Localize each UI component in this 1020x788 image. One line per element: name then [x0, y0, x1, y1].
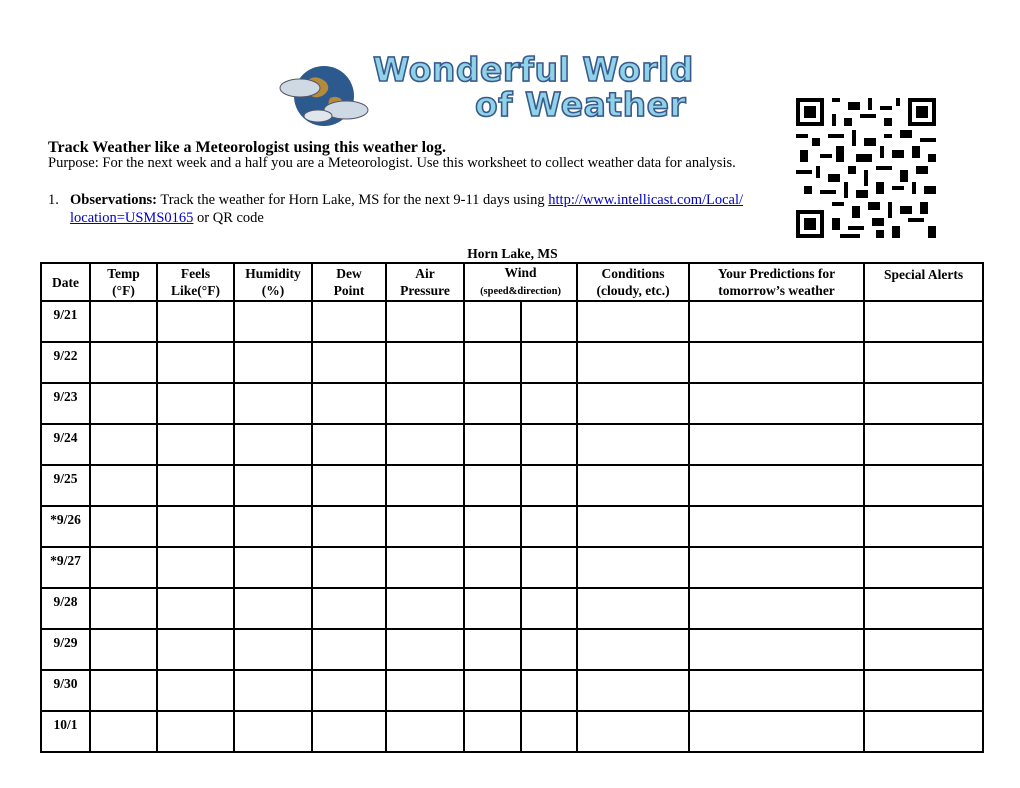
globe-clouds-icon [278, 58, 370, 128]
prediction-cell[interactable] [689, 506, 864, 547]
air-pressure-cell[interactable] [386, 506, 464, 547]
header-special-alerts: Special Alerts [864, 263, 983, 301]
table-row [41, 424, 983, 465]
prediction-cell[interactable] [689, 424, 864, 465]
conditions-cell[interactable] [577, 629, 689, 670]
air-pressure-cell[interactable] [386, 711, 464, 752]
humidity-cell[interactable] [234, 301, 312, 342]
weather-log-table [40, 262, 984, 753]
wind-speed-cell[interactable] [464, 711, 521, 752]
feels-like-cell[interactable] [157, 670, 234, 711]
humidity-cell[interactable] [234, 629, 312, 670]
feels-like-cell[interactable] [157, 465, 234, 506]
temp-cell[interactable] [90, 301, 157, 342]
intellicast-link-part1[interactable]: http://www.intellicast.com/Local/ [548, 192, 744, 208]
date-cell: 10/1 [41, 711, 90, 752]
header-date: Date [41, 263, 90, 301]
header-conditions: Conditions (cloudy, etc.) [577, 263, 689, 301]
humidity-cell[interactable] [234, 383, 312, 424]
feels-like-cell[interactable] [157, 342, 234, 383]
air-pressure-cell[interactable] [386, 383, 464, 424]
table-body [41, 301, 983, 752]
special-alert-cell[interactable] [864, 629, 983, 670]
special-alert-cell[interactable] [864, 465, 983, 506]
temp-cell[interactable] [90, 670, 157, 711]
wind-speed-cell[interactable] [464, 629, 521, 670]
wind-speed-cell[interactable] [464, 547, 521, 588]
air-pressure-cell[interactable] [386, 629, 464, 670]
special-alert-cell[interactable] [864, 424, 983, 465]
worksheet-title: Track Weather like a Meteorologist using this weather log. [48, 139, 447, 156]
temp-cell[interactable] [90, 342, 157, 383]
wind-speed-cell[interactable] [464, 424, 521, 465]
wind-direction-cell[interactable] [521, 711, 577, 752]
air-pressure-cell[interactable] [386, 547, 464, 588]
wind-speed-cell[interactable] [464, 670, 521, 711]
conditions-cell[interactable] [577, 711, 689, 752]
table-row [41, 342, 983, 383]
air-pressure-cell[interactable] [386, 465, 464, 506]
conditions-cell[interactable] [577, 506, 689, 547]
date-cell: 9/29 [41, 629, 90, 670]
conditions-cell[interactable] [577, 301, 689, 342]
dew-point-cell[interactable] [312, 383, 386, 424]
feels-like-cell[interactable] [157, 424, 234, 465]
prediction-cell[interactable] [689, 670, 864, 711]
qr-code [796, 98, 936, 238]
feels-like-cell[interactable] [157, 588, 234, 629]
special-alert-cell[interactable] [864, 383, 983, 424]
humidity-cell[interactable] [234, 588, 312, 629]
feels-like-cell[interactable] [157, 547, 234, 588]
prediction-cell[interactable] [689, 342, 864, 383]
prediction-cell[interactable] [689, 711, 864, 752]
temp-cell[interactable] [90, 588, 157, 629]
humidity-cell[interactable] [234, 670, 312, 711]
air-pressure-cell[interactable] [386, 424, 464, 465]
special-alert-cell[interactable] [864, 342, 983, 383]
special-alert-cell[interactable] [864, 506, 983, 547]
logo-text-line1: Wonderful World [373, 50, 694, 89]
humidity-cell[interactable] [234, 506, 312, 547]
header-wind: Wind (speed&direction) [464, 263, 577, 301]
date-cell: *9/27 [41, 547, 90, 588]
prediction-cell[interactable] [689, 547, 864, 588]
special-alert-cell[interactable] [864, 301, 983, 342]
temp-cell[interactable] [90, 711, 157, 752]
wind-speed-cell[interactable] [464, 301, 521, 342]
header-dew-point: Dew Point [312, 263, 386, 301]
temp-cell[interactable] [90, 424, 157, 465]
prediction-cell[interactable] [689, 301, 864, 342]
wonderful-world-of-weather-logo [270, 40, 740, 135]
wind-direction-cell[interactable] [521, 465, 577, 506]
wind-direction-cell[interactable] [521, 588, 577, 629]
humidity-cell[interactable] [234, 547, 312, 588]
humidity-cell[interactable] [234, 424, 312, 465]
special-alert-cell[interactable] [864, 547, 983, 588]
observations-tail: or QR code [193, 210, 264, 226]
dew-point-cell[interactable] [312, 465, 386, 506]
purpose-text: Purpose: For the next week and a half you are a Meteorologist. Use this worksheet to collect weather data for analysis. [48, 155, 736, 171]
table-row [41, 383, 983, 424]
table-row [41, 301, 983, 342]
wind-speed-cell[interactable] [464, 342, 521, 383]
feels-like-cell[interactable] [157, 383, 234, 424]
list-number: 1. [48, 192, 59, 208]
header-humidity: Humidity (%) [234, 263, 312, 301]
dew-point-cell[interactable] [312, 670, 386, 711]
observations-label: Observations: [70, 192, 157, 208]
dew-point-cell[interactable] [312, 342, 386, 383]
air-pressure-cell[interactable] [386, 670, 464, 711]
feels-like-cell[interactable] [157, 506, 234, 547]
air-pressure-cell[interactable] [386, 588, 464, 629]
wind-direction-cell[interactable] [521, 424, 577, 465]
date-cell: 9/21 [41, 301, 90, 342]
dew-point-cell[interactable] [312, 547, 386, 588]
conditions-cell[interactable] [577, 383, 689, 424]
temp-cell[interactable] [90, 383, 157, 424]
table-row [41, 670, 983, 711]
table-row [41, 711, 983, 752]
prediction-cell[interactable] [689, 629, 864, 670]
conditions-cell[interactable] [577, 342, 689, 383]
temp-cell[interactable] [90, 629, 157, 670]
wind-direction-cell[interactable] [521, 383, 577, 424]
table-row [41, 629, 983, 670]
header-feels-like: Feels Like(°F) [157, 263, 234, 301]
conditions-cell[interactable] [577, 588, 689, 629]
feels-like-cell[interactable] [157, 711, 234, 752]
wind-speed-cell[interactable] [464, 506, 521, 547]
wind-direction-cell[interactable] [521, 629, 577, 670]
date-cell: 9/25 [41, 465, 90, 506]
conditions-cell[interactable] [577, 547, 689, 588]
air-pressure-cell[interactable] [386, 301, 464, 342]
dew-point-cell[interactable] [312, 301, 386, 342]
dew-point-cell[interactable] [312, 588, 386, 629]
air-pressure-cell[interactable] [386, 342, 464, 383]
wind-speed-cell[interactable] [464, 383, 521, 424]
humidity-cell[interactable] [234, 342, 312, 383]
date-cell: 9/28 [41, 588, 90, 629]
header-predictions: Your Predictions for tomorrow’s weather [689, 263, 864, 301]
header-temp: Temp (°F) [90, 263, 157, 301]
temp-cell[interactable] [90, 506, 157, 547]
dew-point-cell[interactable] [312, 424, 386, 465]
special-alert-cell[interactable] [864, 711, 983, 752]
wind-direction-cell[interactable] [521, 547, 577, 588]
prediction-cell[interactable] [689, 588, 864, 629]
date-cell: 9/22 [41, 342, 90, 383]
date-cell: 9/30 [41, 670, 90, 711]
dew-point-cell[interactable] [312, 629, 386, 670]
wind-speed-cell[interactable] [464, 465, 521, 506]
date-cell: 9/23 [41, 383, 90, 424]
date-cell: 9/24 [41, 424, 90, 465]
dew-point-cell[interactable] [312, 506, 386, 547]
header-row [41, 263, 983, 301]
conditions-cell[interactable] [577, 670, 689, 711]
observations-line [48, 192, 788, 209]
prediction-cell[interactable] [689, 383, 864, 424]
table-row [41, 547, 983, 588]
conditions-cell[interactable] [577, 424, 689, 465]
wind-direction-cell[interactable] [521, 506, 577, 547]
logo-text-line2: of Weather [475, 85, 687, 124]
wind-speed-cell[interactable] [464, 588, 521, 629]
header-air-pressure: Air Pressure [386, 263, 464, 301]
feels-like-cell[interactable] [157, 629, 234, 670]
feels-like-cell[interactable] [157, 301, 234, 342]
special-alert-cell[interactable] [864, 588, 983, 629]
dew-point-cell[interactable] [312, 711, 386, 752]
prediction-cell[interactable] [689, 465, 864, 506]
date-cell: *9/26 [41, 506, 90, 547]
special-alert-cell[interactable] [864, 670, 983, 711]
table-row [41, 506, 983, 547]
table-title: Horn Lake, MS [467, 246, 558, 261]
temp-cell[interactable] [90, 465, 157, 506]
table-row [41, 588, 983, 629]
conditions-cell[interactable] [577, 465, 689, 506]
wind-direction-cell[interactable] [521, 301, 577, 342]
wind-direction-cell[interactable] [521, 670, 577, 711]
observations-line-2 [70, 210, 264, 227]
observations-text: Track the weather for Horn Lake, MS for the next 9-11 days using [157, 192, 549, 208]
intellicast-link-part2[interactable]: location=USMS0165 [70, 210, 194, 226]
humidity-cell[interactable] [234, 711, 312, 752]
table-row [41, 465, 983, 506]
temp-cell[interactable] [90, 547, 157, 588]
wind-direction-cell[interactable] [521, 342, 577, 383]
humidity-cell[interactable] [234, 465, 312, 506]
